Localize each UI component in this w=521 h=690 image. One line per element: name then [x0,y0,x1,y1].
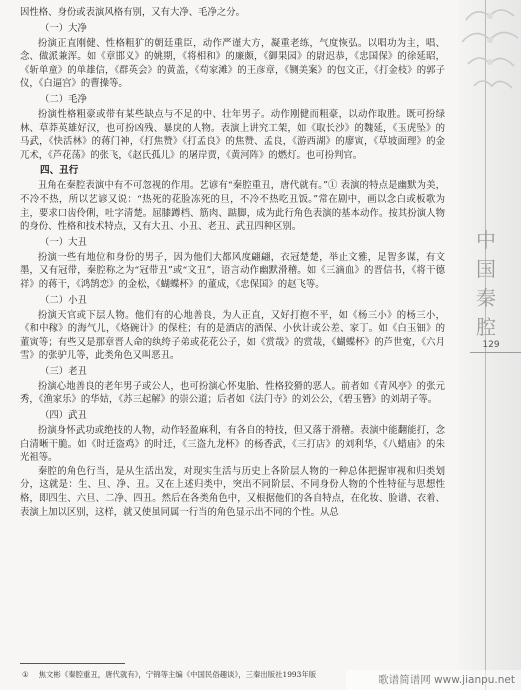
paragraph: 扮演正直刚健、性格粗犷的朝廷重臣，动作严谨大方，凝重老练，气度恢弘。以唱功为主，唱、念、做派兼浑。如《章邯义》的姚期，《将相和》的廉颇，《御果园》的尉迟恭，《忠国保》的徐延昭，《斩单童》的单雄信，《群英会》的黄盖，《苟家滩》的王彦章，《铡美案》的包文正，《打金枝》的郭子仪，《白逼宫》的曹操等。 [20,37,445,90]
cloud-ornament-icon [460,0,521,110]
paragraph: 扮演心地善良的老年男子或公人，也可扮演心怀鬼胎、性格狡猾的恶人。前者如《青风亭》的张元秀，《渔家乐》的华姑，《苏三起解》的崇公道；后者如《法门寺》的刘公公，《碧玉簪》的刘胡子等。 [20,380,445,406]
section-heading: 四、丑行 [40,165,79,177]
paragraph: 秦腔的角色行当，是从生活出发，对现实生活与历史上各阶层人物的一种总体把握审视和归类划分，这就是：生、旦、净、丑。又在上述归类中，突出不同阶层、不同身份人物的个性特征与思想性格，即四生、六旦、二净、四丑。然后在各类角色中，又根据他们的各自特点，在化妆、脸谱、衣着、表演上加以区别，这样，就又使虽同属一行当的角色显示出不同的个性。从总 [20,465,445,518]
subsection-heading: （三）老丑 [40,365,87,377]
footnote-text: 焦文彬《秦腔重丑，唐代就有》，宁锦等主编《中国民俗趣谈》，三秦出版社1993年版 [38,670,317,679]
watermark: 歌谱简谱网 www.jianpu.net [346,670,521,690]
page-number: 129 [482,340,500,350]
vertical-title-char: 中 [476,228,496,252]
paragraph: 因性格、身份或表演风格有别，又有大净、毛净之分。 [20,7,246,18]
paragraph: 扮演身怀武功或绝技的人物，动作轻盈麻利，有各自的特技，但又落于滑稽。表演中能翻能打，念白清晰干脆。如《时迁盗鸡》的时迁，《三盗九龙杯》的杨香武，《三打店》的刘利华，《八蜡庙》的朱光祖等。 [20,425,445,464]
paragraph: 扮演天官或下层人物。他们有的心地善良，为人正直，又好打抱不平，如《杨三小》的杨三小，《和中稼》的海气儿，《烙碗计》的保柱；有的是酒店的酒保、小伙计或公差、家丁。如《白玉钿》的董寅等；有些又是那章晋人命的纨绔子弟或花花公子，如《赏哉》的赏哉，《蝴蝶杯》的芦世寃，《六月雪》的张驴儿等，此类角色又叫恶丑。 [20,309,445,362]
subsection-heading: （二）小丑 [40,294,87,306]
vertical-book-title [472,226,500,342]
body-text [20,6,445,519]
paragraph: 扮演一些有地位和身份的男子，因为他们大都风度翩翩，衣冠楚楚，举止文雅，足智多谋，有文墨，又有冠带，秦腔称之为“冠带丑”或“文丑”，语言动作幽默滑稽。如《三滴血》的晋信书，《将干德祥》的蒋干，《鸿鹄恋》的金松，《蝴蝶杯》的董成，《忠保国》的赵飞等。 [20,251,445,290]
subsection-heading: （二）毛净 [40,93,87,105]
page-number-rule [470,352,521,353]
footnote-mark: ① [22,670,29,679]
paragraph: 丑角在秦腔表演中有不可忽视的作用。艺谚有“秦腔重丑，唐代就有。”① 表演的特点是幽默为美，不冷不热，所以艺谚又说：“热死的花脸冻死的旦，不冷不热吃丑饭。”常在剧中，画以念白或板歌为主，要求口齿伶俐，吐字清楚。屈膝蹲档、筋肉、踮脚，成为此行角色表演的基本动作。按其扮演人物的身份、性格和技术特点，又有大丑、小丑、老丑、武丑四种区别。 [20,180,445,233]
subsection-heading: （一）大净 [40,22,87,34]
vertical-title-char: 国 [476,257,496,281]
vertical-title-char: 腔 [476,315,496,339]
subsection-heading: （一）大丑 [40,236,87,248]
paragraph: 扮演性格粗豪或带有某些缺点与不足的中、壮年男子。动作刚健而粗豪，以动作取胜。既可扮绿林、草莽英雄好汉，也可扮凶残、暴戾的人物。表演上讲究工架，如《取长沙》的魏延，《玉虎坠》的马武，《快活林》的蒋门神，《打焦赞》《打孟良》的焦赞、孟良，《游西湖》的廖寅，《草坡面理》的金兀术，《芦花荡》的张飞，《赵氏孤儿》的屠岸贾，《黄河阵》的燃灯。也可扮判官。 [20,108,445,161]
vertical-title-char: 秦 [476,286,496,310]
footnote-rule [20,663,125,664]
subsection-heading: （四）武丑 [40,410,87,422]
